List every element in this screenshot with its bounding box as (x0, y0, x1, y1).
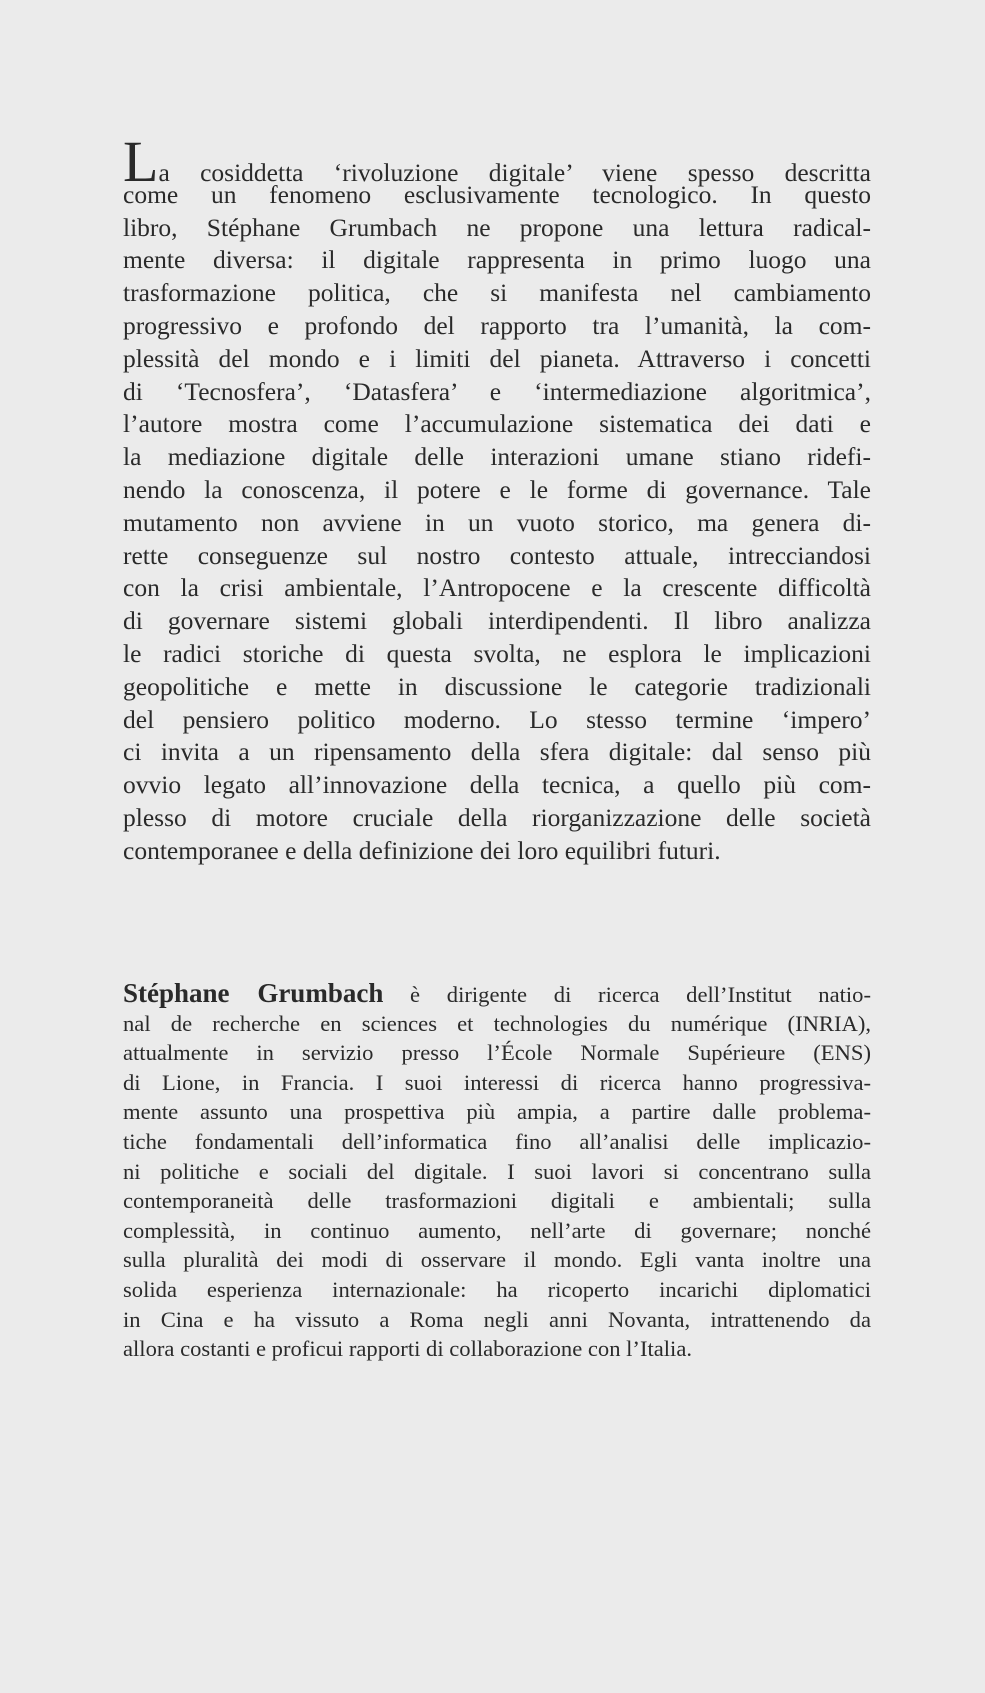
bio-line: attualmente in servizio presso l’École Normale Supérieure (ENS) (123, 1040, 871, 1066)
bio-line: ni politiche e sociali del digitale. I suoi lavori si concentrano sulla (123, 1158, 871, 1184)
intro-line: rette conseguenze sul nostro contesto attuale, intrecciandosi (123, 540, 871, 570)
bio-line-1 (123, 979, 871, 1009)
bio-first-line-text: è dirigente di ricerca dell’Institut natio- (383, 982, 871, 1007)
bio-line: allora costanti e proficui rapporti di collaborazione con l’Italia. (123, 1336, 693, 1362)
intro-line: geopolitiche e mette in discussione le categorie tradizionali (123, 671, 871, 701)
bio-line: mente assunto una prospettiva più ampia, a partire dalle problema- (123, 1099, 871, 1125)
intro-line: ovvio legato all’innovazione della tecnica, a quello più com- (123, 770, 871, 800)
intro-line: le radici storiche di questa svolta, ne esplora le implicazioni (123, 638, 871, 668)
intro-line: di ‘Tecnosfera’, ‘Datasfera’ e ‘intermediazione algoritmica’, (123, 376, 871, 406)
intro-first-line-text: a cosiddetta ‘rivoluzione digitale’ viene spesso descritta (158, 158, 871, 187)
intro-line: nendo la conoscenza, il potere e le forme di governance. Tale (123, 474, 871, 504)
intro-line: plesso di motore cruciale della riorganizzazione delle società (123, 802, 871, 832)
bio-line: solida esperienza internazionale: ha ricoperto incarichi diplomatici (123, 1276, 871, 1302)
intro-line: ci invita a un ripensamento della sfera digitale: dal senso più (123, 737, 871, 767)
intro-line: mente diversa: il digitale rappresenta in primo luogo una (123, 245, 871, 275)
bio-line: tiche fondamentali dell’informatica fino all’analisi delle implicazio- (123, 1128, 871, 1154)
bio-line: nal de recherche en sciences et technologies du numérique (INRIA), (123, 1010, 871, 1036)
bio-line: in Cina e ha vissuto a Roma negli anni Novanta, intrattenendo da (123, 1306, 871, 1332)
intro-line: progressivo e profondo del rapporto tra l’umanità, la com- (123, 310, 871, 340)
intro-line: del pensiero politico moderno. Lo stesso termine ‘impero’ (123, 704, 871, 734)
intro-line: trasformazione politica, che si manifesta nel cambiamento (123, 278, 871, 308)
intro-line: di governare sistemi globali interdipendenti. Il libro analizza (123, 606, 871, 636)
intro-line: l’autore mostra come l’accumulazione sistematica dei dati e (123, 409, 871, 439)
author-bio-paragraph (123, 979, 871, 1364)
author-name: Stéphane Grumbach (123, 978, 384, 1008)
intro-paragraph (123, 129, 871, 868)
dropcap-letter: L (123, 129, 159, 194)
bio-line: sulla pluralità dei modi di osservare il mondo. Egli vanta inoltre una (123, 1247, 871, 1273)
intro-line: come un fenomeno esclusivamente tecnologico. In questo (123, 179, 871, 209)
bio-line: di Lione, in Francia. I suoi interessi di ricerca hanno progressiva- (123, 1069, 871, 1095)
intro-line: la mediazione digitale delle interazioni umane stiano ridefi- (123, 442, 871, 472)
intro-line: contemporanee e della definizione dei loro equilibri futuri. (123, 835, 721, 865)
intro-line: plessità del mondo e i limiti del pianeta. Attraverso i concetti (123, 343, 871, 373)
intro-line: con la crisi ambientale, l’Antropocene e la crescente difficoltà (123, 573, 871, 603)
bio-line: contemporaneità delle trasformazioni digitali e ambientali; sulla (123, 1188, 871, 1214)
bio-line: complessità, in continuo aumento, nell’arte di governare; nonché (123, 1217, 871, 1243)
intro-line: mutamento non avviene in un vuoto storico, ma genera di- (123, 507, 871, 537)
intro-line: libro, Stéphane Grumbach ne propone una lettura radical- (123, 212, 871, 242)
